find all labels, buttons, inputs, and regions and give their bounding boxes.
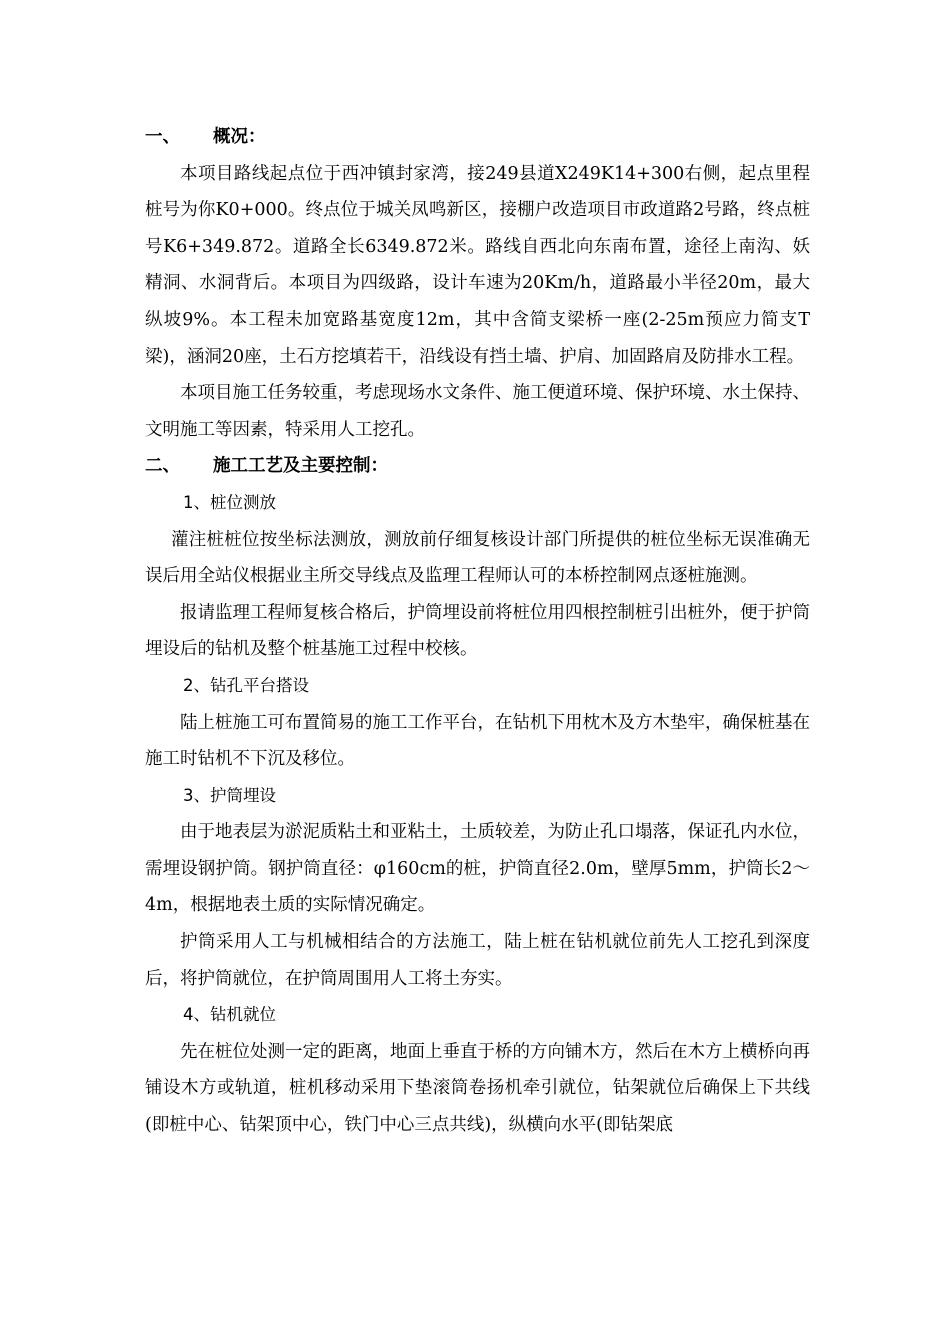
subsection-2-paragraph-1: 陆上桩施工可布置简易的施工工作平台，在钻机下用枕木及方木垫牢，确保桩基在施工时钻机不下沉及移位。: [145, 712, 810, 770]
section-2-number: 二、: [145, 456, 180, 477]
subsection-1-title: 1、桩位测放: [183, 492, 276, 512]
document-body: [145, 119, 810, 1144]
section-2-heading: [145, 448, 810, 485]
subsection-4-title: 4、钻机就位: [183, 1005, 276, 1025]
subsection-3-paragraph-2: 护筒采用人工与机械相结合的方法施工，陆上桩在钻机就位前先人工挖孔到深度后，将护筒就位，在护筒周围用人工将土夯实。: [145, 932, 810, 989]
section-1-paragraph-1: 本项目路线起点位于西冲镇封家湾，接249县道X249K14+300右侧，起点里程桩号为你K0+000。终点位于城关凤鸣新区，接棚户改造项目市政道路2号路，终点桩号K6+349.872。道路全长6349.872米。路线自西北向东南布置，途径上南沟、妖精洞、水洞背后。本项目为四级路，设计车速为20Km/h，道路最小半径20m，最大纵坡9%。本工程未加宽路基宽度12m，其中含简支梁桥一座(2-25m预应力简支T梁)，涵洞20座，土石方挖填若干，沿线设有挡土墙、护肩、加固路肩及防排水工程。: [145, 163, 810, 367]
subsection-3-title: 3、护筒埋设: [183, 785, 276, 805]
subsection-1-paragraph-2: 报请监理工程师复核合格后，护筒埋设前将桩位用四根控制桩引出桩外，便于护筒埋设后的钻机及整个桩基施工过程中校核。: [145, 602, 810, 660]
section-1-title: 概况：: [213, 127, 266, 147]
subsection-3-paragraph-1: 由于地表层为淤泥质粘土和亚粘土，土质较差，为防止孔口塌落，保证孔内水位，需埋设钢护筒。钢护筒直径：φ160cm的桩，护筒直径2.0m，壁厚5mm，护筒长2～4m，根据地表土质的实际情况确定。: [145, 822, 810, 916]
section-1-heading: [145, 119, 810, 156]
subsection-2-title: 2、钻孔平台搭设: [183, 675, 309, 695]
subsection-4-paragraph-1: 先在桩位处测一定的距离，地面上垂直于桥的方向铺木方，然后在木方上横桥向再铺设木方或轨道，桩机移动采用下垫滚筒卷扬机牵引就位，钻架就位后确保上下共线(即桩中心、钻架顶中心，铁门中心三点共线)，纵横向水平(即钻架底: [145, 1041, 810, 1136]
section-1-number: 一、: [145, 127, 180, 147]
section-1-paragraph-2: 本项目施工任务较重，考虑现场水文条件、施工便道环境、保护环境、水土保持、文明施工等因素，特采用人工挖孔。: [145, 383, 810, 440]
subsection-1-paragraph-1: 灌注桩桩位按坐标法测放，测放前仔细复核设计部门所提供的桩位坐标无误准确无误后用全站仪根据业主所交导线点及监理工程师认可的本桥控制网点逐桩施测。: [145, 529, 810, 587]
section-2-title: 施工工艺及主要控制：: [213, 456, 388, 477]
